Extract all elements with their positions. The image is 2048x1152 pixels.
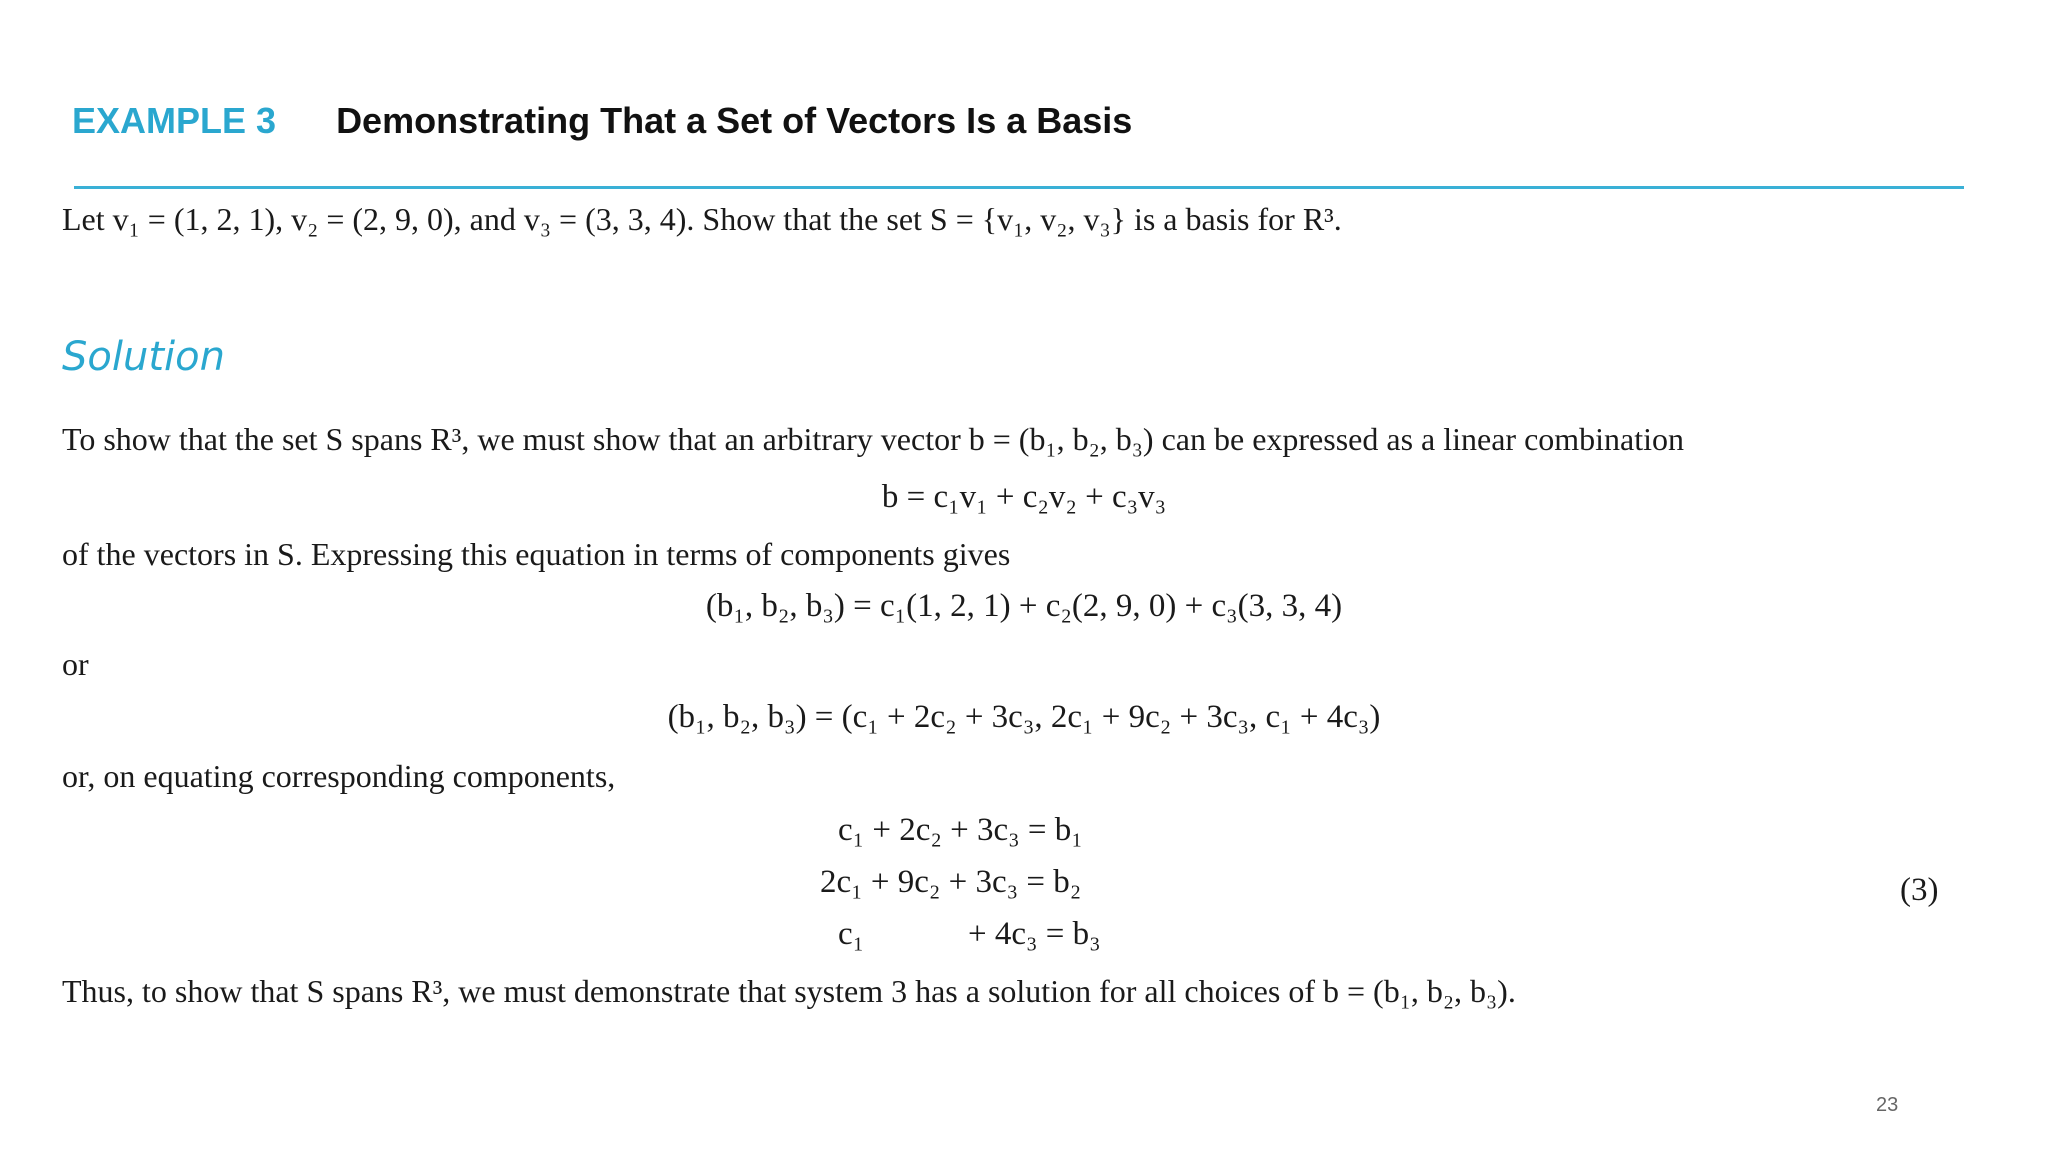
solution-heading: Solution [62, 334, 225, 380]
system-row-2 [820, 864, 1081, 901]
equation-number: (3) [1900, 872, 1939, 908]
paragraph-span: To show that the set S spans R³, we must show that an arbitrary vector b = (b₁, b₂, b₃) can be expressed as a linear combination [62, 421, 1685, 457]
system-row-3-right: + 4c₃ = b₃ [968, 916, 1101, 952]
problem-statement: Let v₁ = (1, 2, 1), v₂ = (2, 9, 0), and v₃ = (3, 3, 4). Show that the set S = {v₁, v₂, v₃} is a basis for R³. [62, 201, 1342, 237]
paragraph-conclusion: Thus, to show that S spans R³, we must demonstrate that system 3 has a solution for all choices of b = (b₁, b₂, b₃). [62, 973, 1516, 1009]
example-label: EXAMPLE 3 [72, 100, 277, 141]
system-row-2-text: 2c₁ + 9c₂ + 3c₃ = b₂ [820, 864, 1082, 900]
equation-expanded: (b₁, b₂, b₃) = (c₁ + 2c₂ + 3c₃, 2c₁ + 9c₂ + 3c₃, c₁ + 4c₃) [667, 699, 1381, 735]
system-row-3 [838, 916, 1101, 953]
example-title: Demonstrating That a Set of Vectors Is a Basis [336, 100, 1133, 141]
system-row-1-text: c₁ + 2c₂ + 3c₃ = b₁ [838, 812, 1083, 848]
system-row-1 [838, 812, 1083, 849]
header-rule [74, 186, 1964, 189]
system-row-3-left: c₁ [838, 916, 865, 952]
example-header [72, 100, 1132, 142]
paragraph-equating: or, on equating corresponding components, [62, 758, 616, 794]
page-number: 23 [1876, 1094, 1899, 1116]
equation-combination: b = c₁v₁ + c₂v₂ + c₃v₃ [881, 479, 1167, 515]
equation-components: (b₁, b₂, b₃) = c₁(1, 2, 1) + c₂(2, 9, 0) + c₃(3, 3, 4) [705, 588, 1343, 624]
paragraph-components: of the vectors in S. Expressing this equation in terms of components gives [62, 536, 1011, 572]
word-or: or [62, 646, 89, 682]
